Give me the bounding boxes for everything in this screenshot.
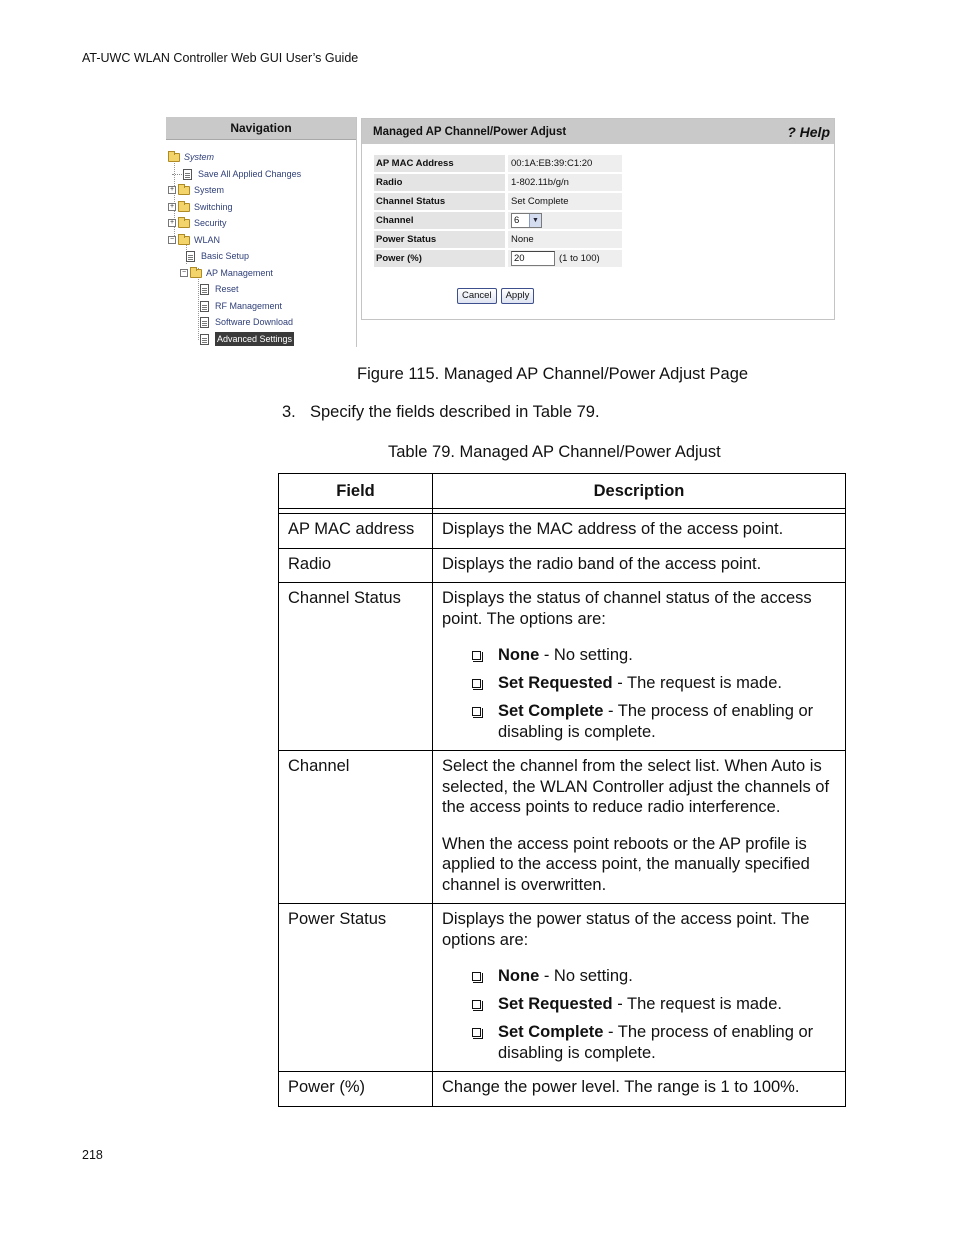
field-cell: Power Status (288, 910, 387, 928)
list-item: Set Complete - The process of enabling or disabling is complete. (442, 701, 836, 742)
description-cell (433, 751, 845, 903)
power-range-hint: (1 to 100) (559, 253, 600, 264)
navigation-pane (166, 117, 357, 347)
tree-item-save-all[interactable]: Save All Applied Changes (172, 167, 301, 181)
table-caption: Table 79. Managed AP Channel/Power Adjust (388, 443, 721, 461)
field-value: None (508, 231, 622, 250)
field-row (374, 250, 622, 269)
field-row (374, 174, 622, 193)
tree-item-basic-setup[interactable]: Basic Setup (186, 249, 249, 263)
folder-open-icon (178, 236, 190, 245)
tree-item-rf-management[interactable]: RF Management (200, 299, 282, 313)
description-cell: Displays the radio band of the access point. (442, 554, 762, 573)
folder-icon (178, 203, 190, 212)
tree-item-ap-management[interactable]: − AP Management (181, 268, 273, 278)
apply-button[interactable]: Apply (501, 288, 535, 304)
field-label: Power (%) (374, 250, 505, 269)
checkbox-bullet-icon (472, 1000, 481, 1009)
tree-item-advanced-settings[interactable]: Advanced Settings (200, 332, 294, 346)
field-description-table (278, 473, 846, 1107)
field-value (508, 212, 622, 231)
field-row (374, 231, 622, 250)
page-icon (200, 284, 209, 295)
tree-item-system-root[interactable]: System (168, 150, 214, 164)
page-icon (200, 301, 209, 312)
checkbox-bullet-icon (472, 679, 481, 688)
table-row (279, 1072, 846, 1107)
description-text: Displays the power status of the access point. The options are: (442, 910, 810, 949)
description-text: Select the channel from the select list. When Auto is selected, the WLAN Controller adjust the channels of the access points to reduce radio interference. (442, 757, 830, 816)
field-cell: Radio (288, 554, 332, 573)
cancel-button[interactable]: Cancel (457, 288, 497, 304)
list-item: None - No setting. (442, 645, 836, 666)
checkbox-bullet-icon (472, 1028, 481, 1037)
field-label: Channel (374, 212, 505, 231)
field-row (374, 155, 622, 174)
panel-title: Managed AP Channel/Power Adjust (373, 125, 567, 138)
channel-select[interactable] (511, 213, 542, 228)
description-cell (433, 904, 845, 1071)
expand-icon[interactable]: + (169, 203, 175, 210)
tree-item-reset[interactable]: Reset (200, 282, 239, 296)
description-text: Displays the status of channel status of the access point. The options are: (442, 589, 812, 628)
step-number: 3. (282, 403, 296, 421)
channel-select-value: 6 (514, 215, 520, 226)
field-cell: AP MAC address (288, 520, 415, 538)
page-icon (200, 317, 209, 328)
folder-open-icon (190, 269, 202, 278)
running-header: AT-UWC WLAN Controller Web GUI User’s Guide (82, 51, 359, 65)
expand-icon[interactable]: + (169, 219, 175, 226)
field-label: Channel Status (374, 193, 505, 212)
description-cell: Displays the MAC address of the access point. (442, 520, 784, 538)
page-icon (183, 169, 192, 180)
ap-channel-power-panel (361, 118, 835, 320)
panel-header (362, 119, 834, 144)
table-row (279, 514, 846, 549)
field-value: 00:1A:EB:39:C1:20 (508, 155, 622, 174)
field-cell: Power (%) (288, 1078, 366, 1096)
step-text: Specify the fields described in Table 79. (310, 403, 600, 421)
checkbox-bullet-icon (472, 651, 481, 660)
table-row (279, 751, 846, 904)
help-link[interactable]: ? Help (787, 123, 830, 140)
collapse-icon[interactable]: − (181, 269, 187, 276)
folder-open-icon (168, 153, 180, 162)
description-cell (433, 583, 845, 750)
figure-caption: Figure 115. Managed AP Channel/Power Adjust Page (357, 365, 749, 383)
power-input[interactable]: 20 (511, 251, 555, 266)
chevron-down-icon[interactable]: ▼ (529, 214, 541, 227)
list-item: Set Requested - The request is made. (442, 673, 836, 694)
options-list (442, 645, 836, 742)
field-row (374, 212, 622, 231)
table-row (279, 904, 846, 1072)
tree-item-security[interactable]: + Security (169, 218, 227, 228)
field-label: Power Status (374, 231, 505, 250)
tree-item-system[interactable]: + System (169, 185, 225, 195)
table-row (279, 583, 846, 751)
list-item: Set Complete - The process of enabling or disabling is complete. (442, 1022, 836, 1063)
expand-icon[interactable]: + (169, 186, 175, 193)
field-cell: Channel Status (288, 589, 401, 607)
collapse-icon[interactable]: − (169, 236, 175, 243)
list-item: Set Requested - The request is made. (442, 994, 836, 1015)
tree-item-switching[interactable]: + Switching (169, 202, 233, 212)
list-item: None - No setting. (442, 966, 836, 987)
step-3 (282, 403, 600, 422)
table-row (279, 548, 846, 583)
page-number: 218 (82, 1148, 103, 1162)
column-header-field: Field (279, 474, 433, 509)
description-text: When the access point reboots or the AP profile is applied to the access point, the manually specified channel is overwritten. (442, 834, 810, 894)
table-header-row (279, 474, 846, 509)
checkbox-bullet-icon (472, 707, 481, 716)
field-value (508, 250, 622, 269)
options-list (442, 966, 836, 1063)
column-header-description: Description (433, 474, 846, 509)
tree-item-software-download[interactable]: Software Download (200, 315, 293, 329)
field-row (374, 193, 622, 212)
ap-form (374, 155, 622, 269)
field-value: 1-802.11b/g/n (508, 174, 622, 193)
folder-icon (178, 219, 190, 228)
page-icon (186, 251, 195, 262)
folder-icon (178, 186, 190, 195)
tree-item-wlan[interactable]: − WLAN (169, 235, 221, 245)
field-cell: Channel (288, 757, 350, 775)
button-row (457, 288, 534, 304)
navigation-title: Navigation (166, 117, 356, 140)
description-cell: Change the power level. The range is 1 to 100%. (442, 1078, 800, 1096)
page-icon (200, 334, 209, 345)
field-label: Radio (374, 174, 505, 193)
field-value: Set Complete (508, 193, 622, 212)
field-label: AP MAC Address (374, 155, 505, 174)
checkbox-bullet-icon (472, 972, 481, 981)
